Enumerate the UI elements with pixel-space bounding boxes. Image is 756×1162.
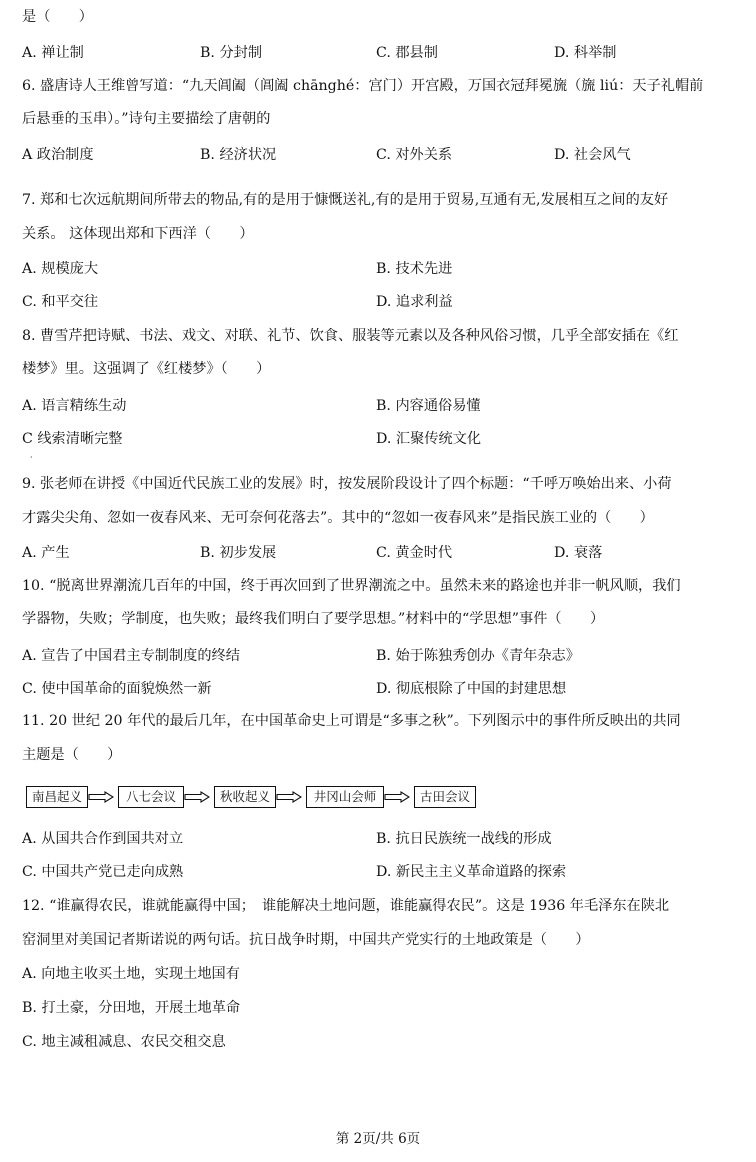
q11-options-row1 [22, 828, 734, 848]
stray-dot: · [30, 453, 33, 462]
q11-option-d[interactable]: D. 新民主主义革命道路的探索 [376, 864, 567, 880]
q11-option-c[interactable]: C. 中国共产党已走向成熟 [22, 864, 184, 880]
q6-option-c[interactable]: C. 对外关系 [376, 147, 453, 163]
q5-option-c[interactable]: C. 郡县制 [376, 45, 438, 61]
q7-options-row2 [22, 291, 734, 311]
q6-option-b[interactable]: B. 经济状况 [200, 147, 277, 163]
q9-option-a[interactable]: A. 产生 [22, 545, 70, 561]
q10-options-row1 [22, 645, 734, 665]
q12-option-a[interactable]: A. 向地主收买土地，实现土地国有 [22, 966, 240, 982]
q12-option-c[interactable]: C. 地主减租减息、农民交租交息 [22, 1034, 226, 1050]
q11-options-row2 [22, 861, 734, 881]
q11-option-b[interactable]: B. 抗日民族统一战线的形成 [376, 831, 552, 847]
q5-tail: 是（ ） [22, 9, 93, 25]
q8-option-c[interactable]: C 线索清晰完整 [22, 431, 123, 447]
q8-stem-line1: 8. 曹雪芹把诗赋、书法、戏文、对联、礼节、饮食、服装等元素以及各种风俗习惯，几乎全部安插在《红 [22, 328, 679, 344]
flow-step-nanchang: 南昌起义 [26, 786, 88, 808]
q5-option-b[interactable]: B. 分封制 [200, 45, 263, 61]
q7-option-d[interactable]: D. 追求利益 [376, 294, 453, 310]
q8-options-row1 [22, 395, 734, 415]
q5-options [22, 42, 734, 62]
q8-options-row2 [22, 428, 734, 448]
q7-stem-line2: 关系。 这体现出郑和下西洋（ ） [22, 226, 254, 242]
q10-option-a[interactable]: A. 宣告了中国君主专制制度的终结 [22, 648, 240, 664]
q12-stem-line2: 窑洞里对美国记者斯诺说的两句话。抗日战争时期，中国共产党实行的土地政策是（ ） [22, 932, 590, 948]
q9-options [22, 542, 734, 562]
flow-step-qiushou: 秋收起义 [214, 786, 276, 808]
q10-stem-line2: 学器物，失败；学制度，也失败；最终我们明白了要学思想。”材料中的“学思想”事件（ ） [22, 611, 605, 627]
q8-stem-line2: 楼梦》里。这强调了《红楼梦》（ ） [22, 361, 271, 377]
q10-option-b[interactable]: B. 始于陈独秀创办《青年杂志》 [376, 648, 580, 664]
q9-option-d[interactable]: D. 衰落 [554, 545, 603, 561]
flow-step-baqi: 八七会议 [118, 786, 184, 808]
q9-option-b[interactable]: B. 初步发展 [200, 545, 277, 561]
q12-option-b[interactable]: B. 打土豪，分田地，开展土地革命 [22, 1000, 241, 1016]
q6-stem-line2: 后悬垂的玉串）。”诗句主要描绘了唐朝的 [22, 111, 271, 127]
q7-option-a[interactable]: A. 规模庞大 [22, 261, 99, 277]
q9-stem-line1: 9. 张老师在讲授《中国近代民族工业的发展》时，按发展阶段设计了四个标题：“千呼万唤始出来、小荷 [22, 476, 672, 492]
q10-option-c[interactable]: C. 使中国革命的面貌焕然一新 [22, 681, 212, 697]
q6-options [22, 144, 734, 164]
q8-option-b[interactable]: B. 内容通俗易懂 [376, 398, 481, 414]
q9-stem-line2: 才露尖尖角、忽如一夜春风来、无可奈何花落去”。其中的“忽如一夜春风来”是指民族工业的（ ） [22, 510, 654, 526]
page-number-footer: 第 2页/共 6页 [335, 1131, 421, 1147]
q11-stem-line2: 主题是（ ） [22, 747, 122, 763]
q8-option-a[interactable]: A. 语言精练生动 [22, 398, 127, 414]
q11-option-a[interactable]: A. 从国共合作到国共对立 [22, 831, 184, 847]
q6-stem-line1: 6. 盛唐诗人王维曾写道：“九天阊阖（阊阖 chānghé：宫门）开宫殿，万国衣冠拜冕旒（旒 liú：天子礼帽前 [22, 78, 704, 94]
q10-options-row2 [22, 678, 734, 698]
q10-stem-line1: 10. “脱离世界潮流几百年的中国，终于再次回到了世界潮流之中。虽然未来的路途也并非一帆风顺，我们 [22, 578, 681, 594]
q8-option-d[interactable]: D. 汇聚传统文化 [376, 431, 482, 447]
flow-step-gutian: 古田会议 [414, 786, 476, 808]
flow-step-jinggangshan: 井冈山会师 [306, 786, 384, 808]
q7-option-b[interactable]: B. 技术先进 [376, 261, 453, 277]
q5-option-d[interactable]: D. 科举制 [554, 45, 617, 61]
q12-stem-line1: 12. “谁赢得农民，谁就能赢得中国； 谁能解决土地问题，谁能赢得农民”。这是 1936 年毛泽东在陕北 [22, 898, 670, 914]
flow-arrow-icon [88, 791, 114, 803]
q7-option-c[interactable]: C. 和平交往 [22, 294, 99, 310]
q10-option-d[interactable]: D. 彻底根除了中国的封建思想 [376, 681, 567, 697]
flow-arrow-icon [384, 791, 410, 803]
q6-option-a[interactable]: A 政治制度 [22, 147, 94, 163]
flow-arrow-icon [276, 791, 302, 803]
flow-arrow-icon [184, 791, 210, 803]
q5-option-a[interactable]: A. 禅让制 [22, 45, 84, 61]
q11-event-flow [26, 786, 486, 810]
q9-option-c[interactable]: C. 黄金时代 [376, 545, 453, 561]
q6-option-d[interactable]: D. 社会风气 [554, 147, 631, 163]
q7-stem-line1: 7. 郑和七次远航期间所带去的物品,有的是用于慷慨送礼,有的是用于贸易,互通有无,发展相互之间的友好 [22, 192, 669, 208]
q7-options-row1 [22, 258, 734, 278]
q11-stem-line1: 11. 20 世纪 20 年代的最后几年，在中国革命史上可谓是“多事之秋”。下列图示中的事件所反映出的共同 [22, 713, 681, 729]
